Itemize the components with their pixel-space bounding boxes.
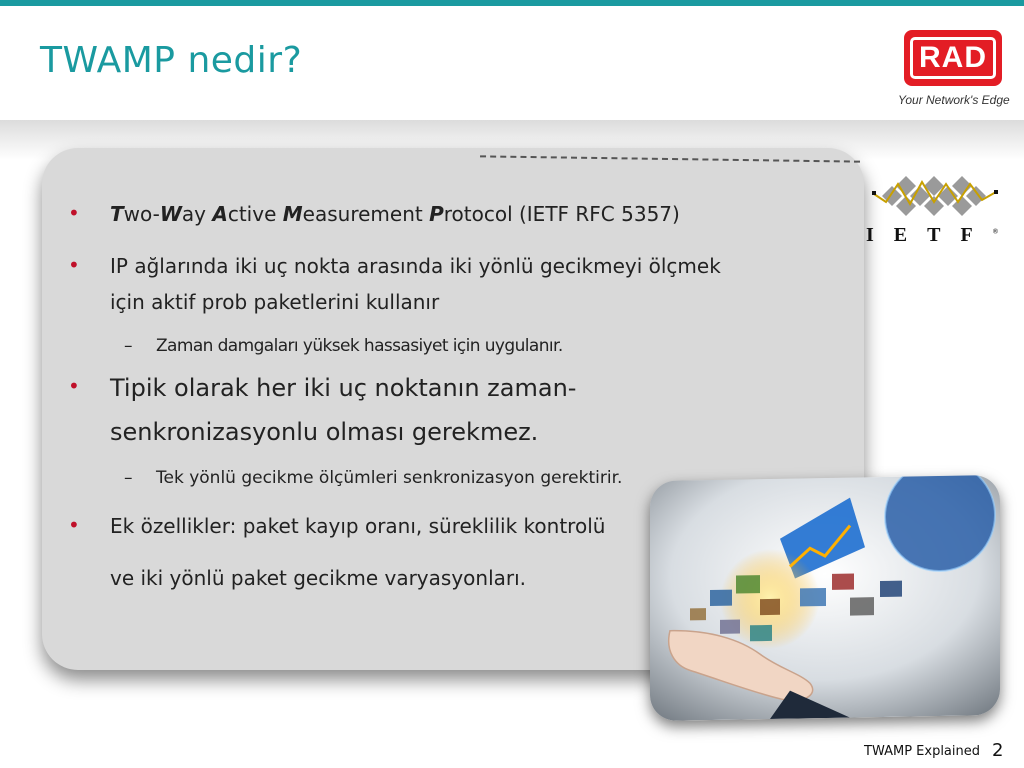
- acronym-rest: wo-: [123, 202, 160, 226]
- bullet-text-line2: ve iki yönlü paket gecikme varyasyonları.: [110, 566, 527, 590]
- slide-title: TWAMP nedir?: [40, 40, 303, 81]
- sub-bullet-marker: –: [124, 468, 133, 488]
- acronym-letter: P: [429, 202, 444, 226]
- bullet-text-line1: IP ağlarında iki uç nokta arasında iki yönlü gecikmeyi ölçmek: [110, 254, 721, 278]
- acronym-letter: T: [110, 202, 124, 226]
- ietf-diamonds-icon: [870, 172, 1000, 220]
- bullet-text-line1: Ek özellikler: paket kayıp oranı, süreklilik kontrolü: [110, 514, 606, 538]
- ietf-text: [866, 224, 1004, 247]
- acronym-rest: ctive: [227, 202, 283, 226]
- acronym-letter: A: [212, 202, 228, 226]
- acronym-letter: W: [159, 202, 182, 226]
- acronym-rest: easurement: [302, 202, 430, 226]
- bullet-text: [110, 202, 680, 226]
- top-accent-bar: [0, 0, 1024, 6]
- acronym-rest: rotocol (IETF RFC 5357): [443, 202, 680, 226]
- bullet-marker: •: [68, 201, 80, 225]
- sub-bullet-text: Zaman damgaları yüksek hassasiyet için uygulanır.: [156, 336, 563, 356]
- rad-logo-text: RAD: [910, 37, 996, 79]
- sub-bullet-text: Tek yönlü gecikme ölçümleri senkronizasyon gerektirir.: [156, 468, 623, 488]
- bullet-text-line2: için aktif prob paketlerini kullanır: [110, 290, 440, 314]
- acronym-rest: ay: [181, 202, 213, 226]
- bullet-marker: •: [68, 513, 80, 537]
- footer-label: TWAMP Explained: [864, 744, 981, 759]
- acronym-letter: M: [282, 202, 303, 226]
- bullet-marker: •: [68, 374, 80, 398]
- ietf-letters: IETF: [866, 224, 993, 246]
- hand-holding-screens-image: [650, 475, 1000, 721]
- rad-logo: [904, 30, 1002, 86]
- page-number: 2: [992, 740, 1004, 761]
- technology-hand-photo: [650, 475, 1000, 721]
- bullet-text-line1: Tipik olarak her iki uç noktanın zaman-: [110, 374, 577, 402]
- sub-bullet-marker: –: [124, 336, 133, 356]
- logo-tagline: Your Network's Edge: [898, 93, 1010, 107]
- bullet-marker: •: [68, 253, 80, 277]
- bullet-text-line2: senkronizasyonlu olması gerekmez.: [110, 418, 539, 446]
- ietf-registered: ®: [992, 227, 998, 236]
- ietf-logo: [866, 172, 1004, 252]
